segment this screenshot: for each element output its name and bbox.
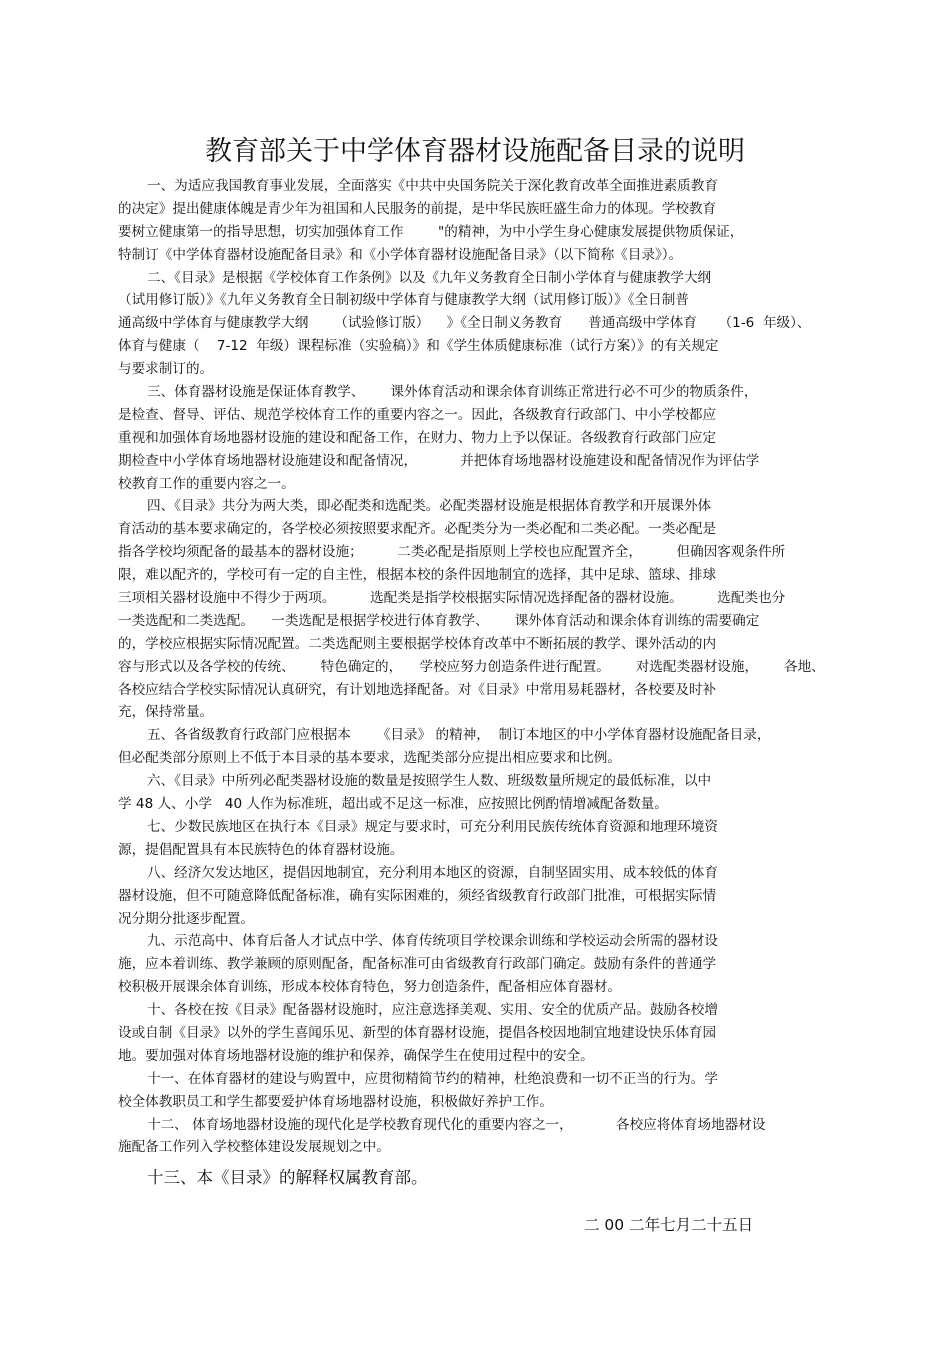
text-line: 体育与健康（ 7-12 年级）课程标准（实验稿）》和《学生体质健康标准（试行方案）》的有关规定 — [118, 338, 719, 355]
text-line: 但必配类部分原则上不低于本目录的基本要求，选配类部分应提出相应要求和比例。 — [118, 750, 621, 767]
text-line: 特制订《中学体育器材设施配备目录》和《小学体育器材设施配备目录》（以下简称《目录》）。 — [118, 246, 683, 263]
text-line: 六、《目录》中所列必配类器材设施的数量是按照学生人数、班级数量所规定的最低标准，以中 — [147, 773, 712, 790]
text-line: 源，提倡配置具有本民族特色的体育器材设施。 — [118, 841, 404, 858]
text-line: 是检查、督导、评估、规范学校体育工作的重要内容之一。因此，各级教育行政部门、中小学校都应 — [118, 406, 717, 423]
text-line: 指各学校均须配备的最基本的器材设施； 二类必配是指原则上学校也应配置齐全， 但确因客观条件所 — [118, 544, 786, 561]
text-line: 施配备工作列入学校整体建设发展规划之中。 — [118, 1139, 390, 1156]
text-line: 与要求制订的。 — [118, 361, 214, 378]
text-line: 地。要加强对体育场地器材设施的维护和保养，确保学生在使用过程中的安全。 — [118, 1047, 594, 1064]
text-line: 十二、 体育场地器材设施的现代化是学校教育现代化的重要内容之一， 各校应将体育场地器材设 — [147, 1116, 766, 1133]
text-line: 校全体教职员工和学生都要爱护体育场地器材设施，积极做好养护工作。 — [118, 1093, 553, 1110]
text-line: 况分期分批逐步配置。 — [118, 910, 254, 927]
text-line: 一、为适应我国教育事业发展，全面落实《中共中央国务院关于深化教育改革全面推进素质教育 — [147, 178, 718, 194]
text-line: 二、《目录》是根据《学校体育工作条例》以及《九年义务教育全日制小学体育与健康教学大纲 — [147, 269, 712, 286]
text-line: 容与形式以及各学校的传统、 特色确定的， 学校应努力创造条件进行配置。 对选配类器材设施， 各地、 — [118, 658, 825, 675]
text-line: 重视和加强体育场地器材设施的建设和配备工作，在财力、物力上予以保证。各级教育行政部门应定 — [118, 429, 717, 446]
text-line: 校积极开展课余体育训练，形成本校体育特色，努力创造条件，配备相应体育器材。 — [118, 979, 621, 996]
text-line: 的决定》提出健康体魄是青少年为祖国和人民服务的前提，是中华民族旺盛生命力的体现。学校教育 — [118, 200, 717, 217]
document-date: 二 00 二年七月二十五日 — [584, 1216, 754, 1234]
text-line: 八、经济欠发达地区，提倡因地制宜，充分利用本地区的资源，自制坚固实用、成本较低的体育 — [147, 864, 718, 881]
text-line: 校教育工作的重要内容之一。 — [118, 475, 295, 492]
text-line: 施，应本着训练、教学兼顾的原则配备，配备标准可由省级教育行政部门确定。鼓励有条件的普通学 — [118, 956, 717, 973]
text-line: 各校应结合学校实际情况认真研究，有计划地选择配备。对《目录》中常用易耗器材，各校要及时补 — [118, 681, 717, 698]
text-line: 四、《目录》共分为两大类，即必配类和选配类。必配类器材设施是根据体育教学和开展课外体 — [147, 498, 712, 515]
text-line: （试用修订版）》《九年义务教育全日制初级中学体育与健康教学大纲（试用修订版）》《全日制普 — [118, 292, 689, 309]
text-line: 学 48 人、小学 40 人作为标准班，超出或不足这一标准，应按照比例酌情增减配备数量。 — [118, 796, 668, 813]
text-line: 三、体育器材设施是保证体育教学、 课外体育活动和课余体育训练正常进行必不可少的物质条件， — [147, 384, 758, 401]
text-line: 十一、在体育器材的建设与购置中，应贯彻精简节约的精神，杜绝浪费和一切不正当的行为。学 — [147, 1070, 718, 1087]
text-line: 一类选配和二类选配。 一类选配是根据学校进行体育教学、 课外体育活动和课余体育训练的需要确定 — [118, 612, 760, 629]
text-line: 育活动的基本要求确定的，各学校必须按照要求配齐。必配类分为一类必配和二类必配。一类必配是 — [118, 521, 717, 538]
final-article: 十三、本《目录》的解释权属教育部。 — [147, 1168, 428, 1187]
text-line: 五、各省级教育行政部门应根据本 《目录》 的精神， 制订本地区的中小学体育器材设施配备目录， — [147, 727, 771, 744]
text-line: 限，难以配齐的，学校可有一定的自主性，根据本校的条件因地制宜的选择，其中足球、篮球、排球 — [118, 567, 717, 584]
document-title: 教育部关于中学体育器材设施配备目录的说明 — [205, 136, 745, 167]
text-line: 通高级中学体育与健康教学大纲 （试验修订版） 》《全日制义务教育 普通高级中学体育 （1-6 年级）、 — [118, 315, 811, 332]
text-line: 十、各校在按《目录》配备器材设施时，应注意选择美观、实用、安全的优质产品。鼓励各校增 — [147, 1002, 718, 1019]
text-line: 三项相关器材设施中不得少于两项。 选配类是指学校根据实际情况选择配备的器材设施。 选配类也分 — [118, 590, 786, 607]
text-line: 期检查中小学体育场地器材设施建设和配备情况， 并把体育场地器材设施建设和配备情况作为评估学 — [118, 452, 760, 469]
text-line: 的，学校应根据实际情况配置。二类选配则主要根据学校体育改革中不断拓展的教学、课外活动的内 — [118, 635, 717, 652]
document-body — [118, 175, 858, 1159]
text-line: 设或自制《目录》以外的学生喜闻乐见、新型的体育器材设施，提倡各校因地制宜地建设快乐体育园 — [118, 1024, 717, 1041]
text-line: 充，保持常量。 — [118, 704, 214, 721]
text-line: 要树立健康第一的指导思想，切实加强体育工作 "的精神，为中小学生身心健康发展提供物质保证， — [118, 223, 744, 240]
text-line: 九、示范高中、体育后备人才试点中学、体育传统项目学校课余训练和学校运动会所需的器材设 — [147, 933, 718, 950]
text-line: 七、少数民族地区在执行本《目录》规定与要求时，可充分利用民族传统体育资源和地理环境资 — [147, 818, 718, 835]
text-line: 器材设施，但不可随意降低配备标准，确有实际困难的，须经省级教育行政部门批准，可根据实际情 — [118, 887, 717, 904]
